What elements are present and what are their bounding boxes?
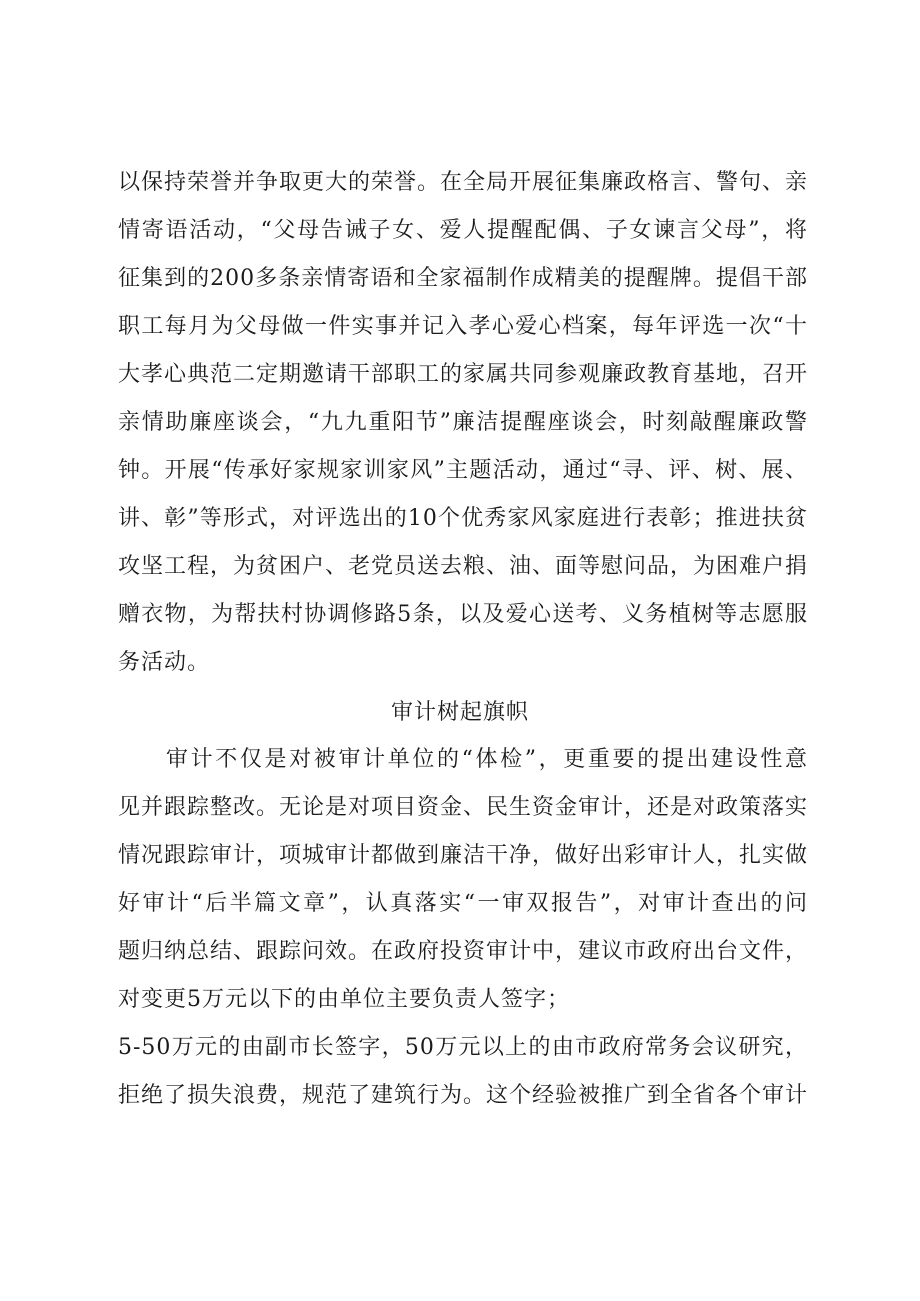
paragraph1-line-5: 大孝心典范二定期邀请干部职工的家属共同参观廉政教育基地，召开 [118, 362, 809, 387]
paragraph1-line-11: 务活动。 [118, 650, 211, 675]
section-heading: 审计树起旗帜 [390, 700, 529, 725]
paragraph1-line-2: 情寄语活动，“父母告诫子女、爱人提醒配偶、子女谏言父母”，将 [118, 218, 808, 243]
paragraph1-line-8: 讲、彰”等形式，对评选出的10个优秀家风家庭进行表彰；推进扶贫 [118, 506, 808, 531]
paragraph2-line-3: 情况跟踪审计，项城审计都做到廉洁干净，做好出彩审计人，扎实做 [118, 843, 809, 868]
paragraph2-line-5: 题归纳总结、跟踪问效。在政府投资审计中，建议市政府出台文件， [118, 939, 809, 964]
paragraph1-line-1: 以保持荣誉并争取更大的荣誉。在全局开展征集廉政格言、警句、亲 [118, 170, 809, 195]
paragraph1-line-6: 亲情助廉座谈会，“九九重阳节”廉洁提醒座谈会，时刻敲醒廉政警 [118, 410, 808, 435]
paragraph2-line-6: 对变更5万元以下的由单位主要负责人签字； [118, 987, 570, 1012]
paragraph1-line-10: 赠衣物，为帮扶村协调修路5条，以及爱心送考、义务植树等志愿服 [118, 602, 808, 627]
paragraph2-line-4: 好审计“后半篇文章”，认真落实“一审双报告”，对审计查出的问 [118, 891, 808, 916]
paragraph1-line-4: 职工每月为父母做一件实事并记入孝心爱心档案，每年评选一次“十 [118, 314, 808, 339]
paragraph1-line-9: 攻坚工程，为贫困户、老党员送去粮、油、面等慰问品，为困难户捐 [118, 554, 809, 579]
paragraph2-line-7: 5-50万元的由副市长签字，50万元以上的由市政府常务会议研究， [118, 1035, 808, 1060]
paragraph2-line-1: 审计不仅是对被审计单位的“体检”，更重要的提出建设性意 [166, 747, 808, 772]
paragraph1-line-3: 征集到的200多条亲情寄语和全家福制作成精美的提醒牌。提倡干部 [118, 266, 808, 291]
paragraph2-line-8: 拒绝了损失浪费，规范了建筑行为。这个经验被推广到全省各个审计 [118, 1083, 809, 1108]
paragraph1-line-7: 钟。开展“传承好家规家训家风”主题活动，通过“寻、评、树、展、 [118, 458, 808, 483]
paragraph2-line-2: 见并跟踪整改。无论是对项目资金、民生资金审计，还是对政策落实 [118, 795, 809, 820]
